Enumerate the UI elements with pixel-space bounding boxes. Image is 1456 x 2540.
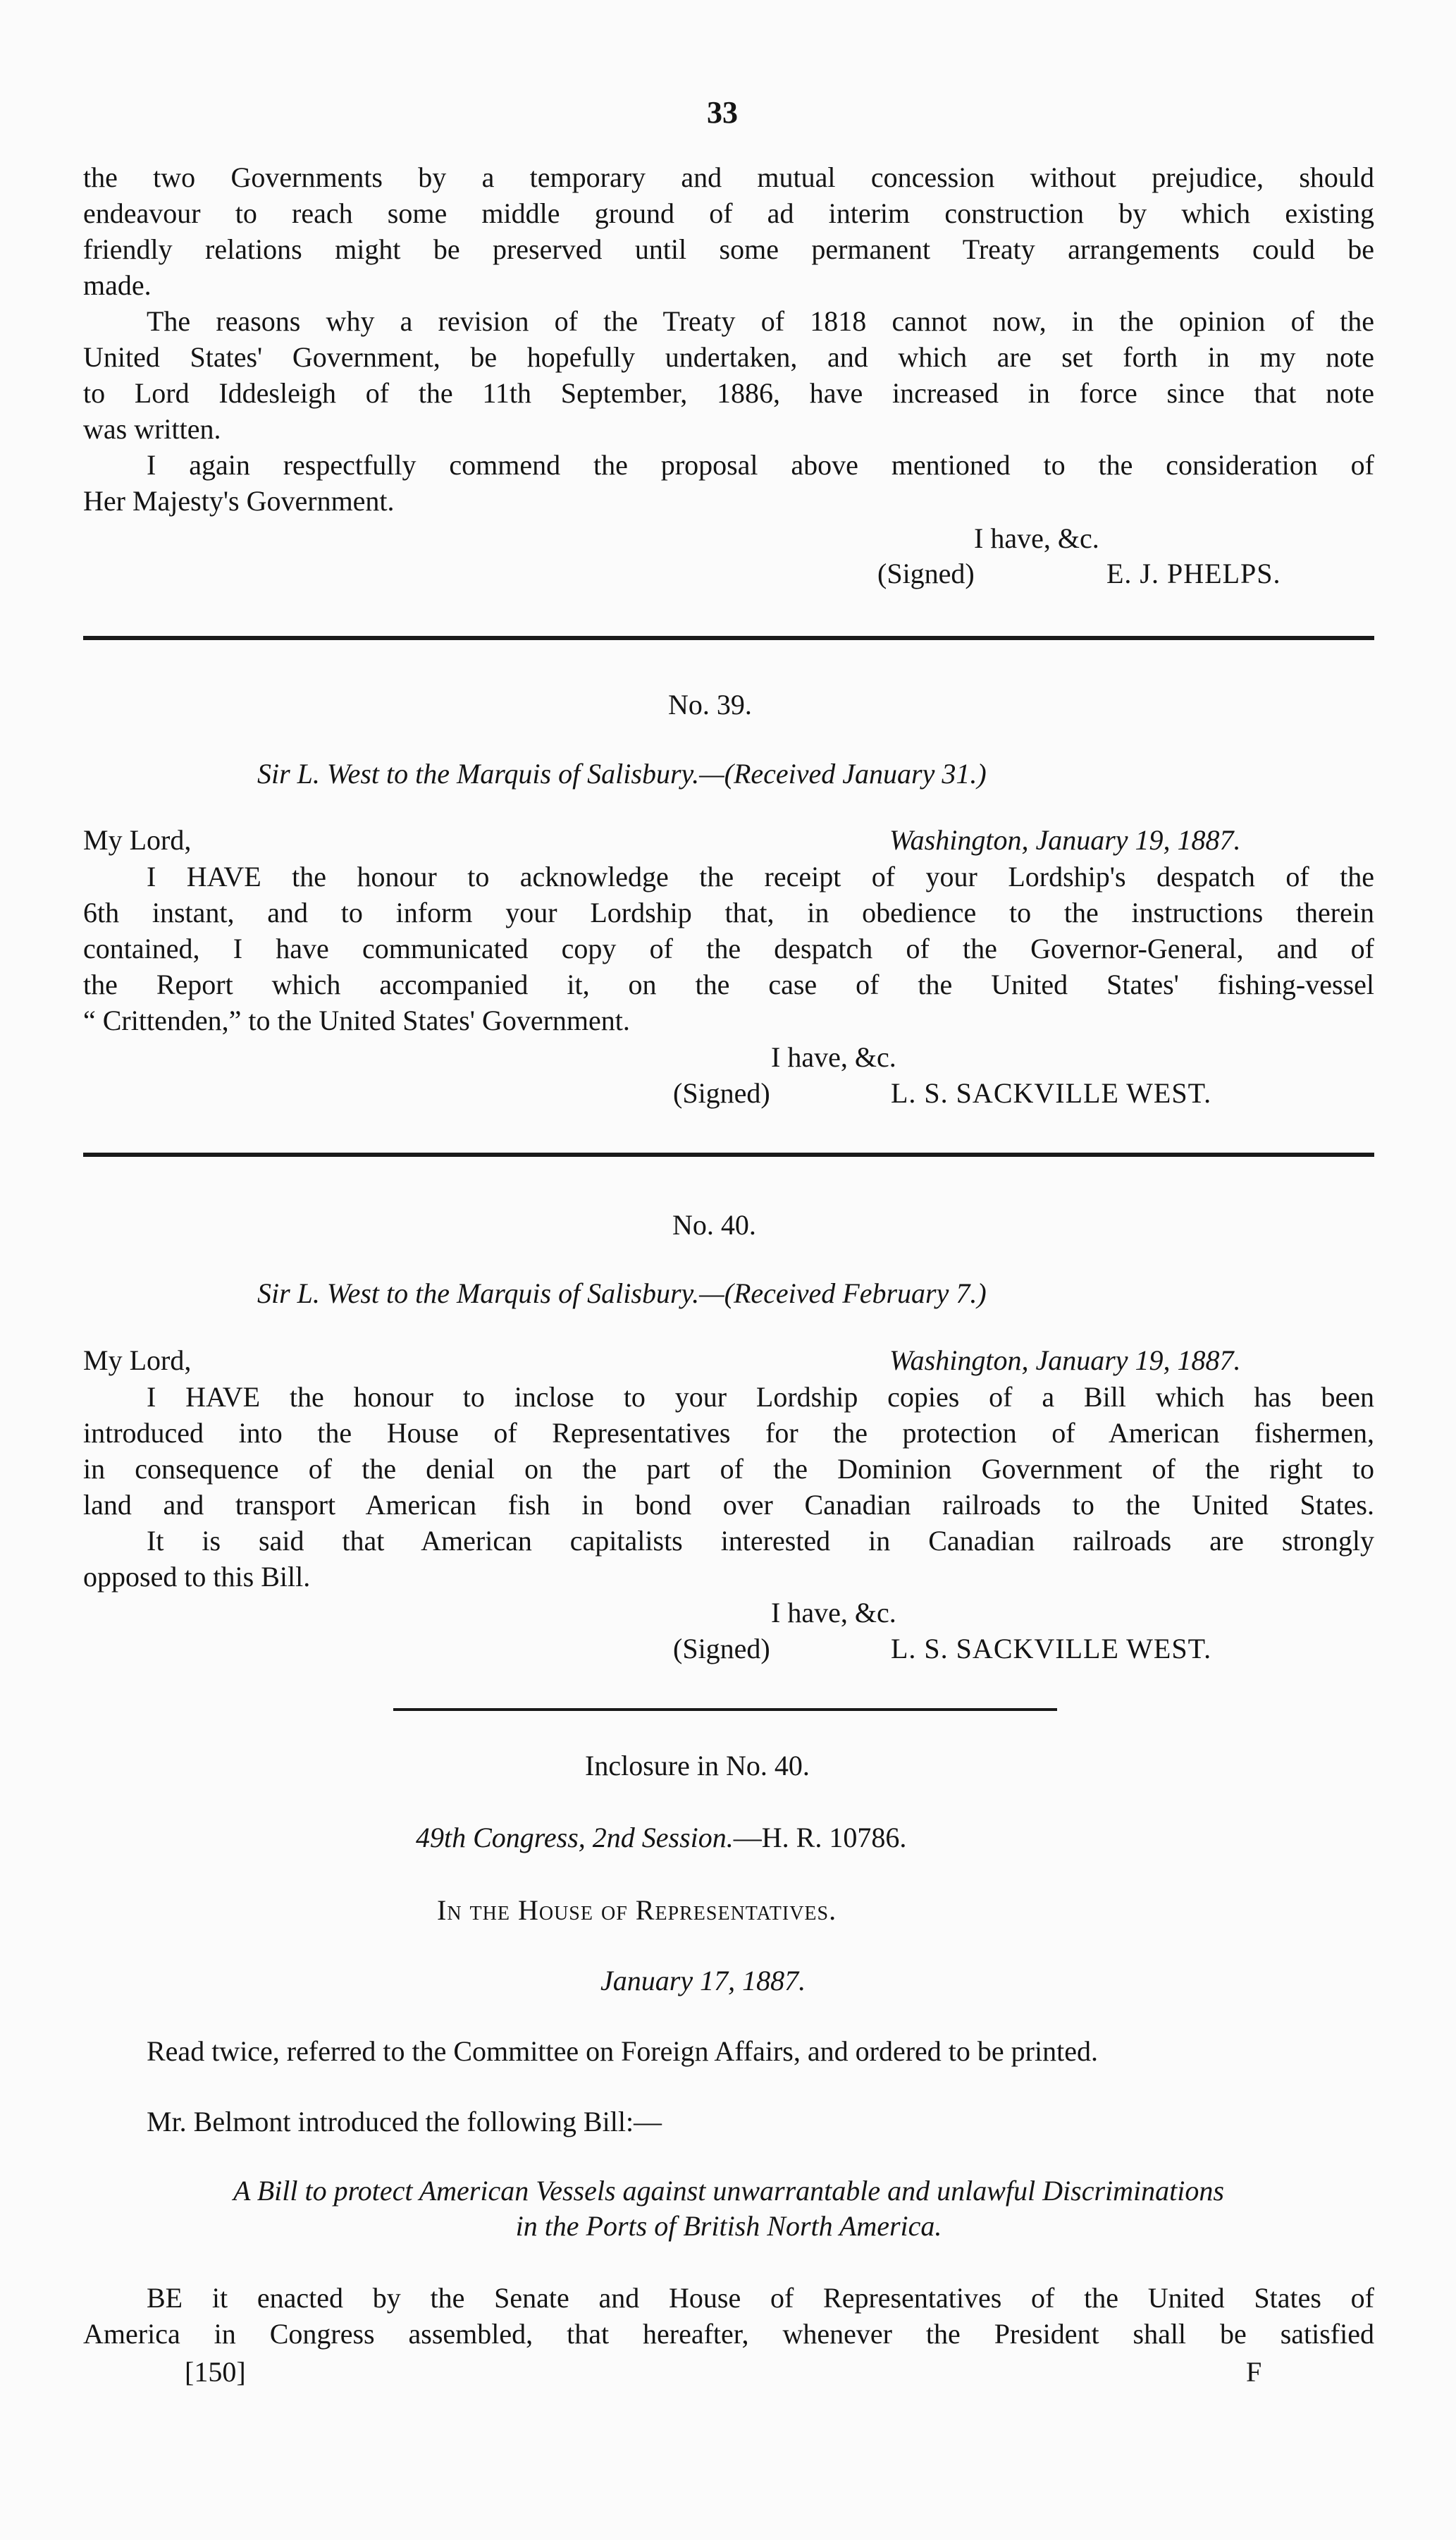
body-line: friendly relations might be preserved until some permanent Treaty arrangements could be bbox=[83, 233, 1374, 265]
document-number: No. 40. bbox=[672, 1209, 756, 1241]
body-line: was written. bbox=[83, 413, 221, 445]
signature: E. J. PHELPS. bbox=[1106, 558, 1281, 589]
signed-label: (Signed) bbox=[673, 1077, 770, 1109]
closing: I have, &c. bbox=[771, 1597, 896, 1628]
signature: L. S. SACKVILLE WEST. bbox=[891, 1077, 1212, 1109]
salutation: My Lord, bbox=[83, 1344, 192, 1376]
signed-label: (Signed) bbox=[877, 558, 975, 589]
referral-note: Read twice, referred to the Committee on Foreign Affairs, and ordered to be printed. bbox=[147, 2035, 1098, 2067]
bill-date: January 17, 1887. bbox=[600, 1965, 806, 1996]
body-line: land and transport American fish in bond over Canadian railroads to the United States. bbox=[83, 1489, 1374, 1521]
body-line: the two Governments by a temporary and mutual concession without prejudice, should bbox=[83, 161, 1374, 193]
closing: I have, &c. bbox=[974, 522, 1099, 554]
bill-title: A Bill to protect American Vessels against unwarrantable and unlawful Discriminations bbox=[233, 2175, 1224, 2207]
body-line: I again respectfully commend the proposal above mentioned to the consideration of bbox=[147, 449, 1374, 481]
place-date: Washington, January 19, 1887. bbox=[889, 824, 1241, 856]
body-line: introduced into the House of Representatives for the protection of American fishermen, bbox=[83, 1417, 1374, 1449]
body-line: I HAVE the honour to acknowledge the receipt of your Lordship's despatch of the bbox=[147, 861, 1374, 892]
enacting-clause: BE it enacted by the Senate and House of Representatives of the United States of bbox=[147, 2282, 1374, 2314]
sheet-letter: F bbox=[1246, 2356, 1262, 2388]
inclosure-title: Inclosure in No. 40. bbox=[585, 1750, 810, 1781]
body-line: opposed to this Bill. bbox=[83, 1561, 311, 1593]
introduced-note: Mr. Belmont introduced the following Bill:— bbox=[147, 2106, 662, 2137]
document-number: No. 39. bbox=[668, 689, 752, 720]
section-rule bbox=[83, 636, 1374, 640]
house-heading: In the House of Representatives. bbox=[437, 1894, 837, 1926]
bill-number: —H. R. 10786. bbox=[733, 1822, 907, 1853]
salutation: My Lord, bbox=[83, 824, 192, 856]
body-line: made. bbox=[83, 269, 152, 301]
inclosure-rule bbox=[393, 1708, 1057, 1711]
body-line: I HAVE the honour to inclose to your Lordship copies of a Bill which has been bbox=[147, 1381, 1374, 1413]
section-rule bbox=[83, 1153, 1374, 1157]
signature-mark: [150] bbox=[185, 2356, 246, 2388]
document-heading: Sir L. West to the Marquis of Salisbury.—(Received January 31.) bbox=[257, 758, 987, 790]
body-line: United States' Government, be hopefully undertaken, and which are set forth in my note bbox=[83, 341, 1374, 373]
body-line: “ Crittenden,” to the United States' Government. bbox=[83, 1005, 630, 1036]
body-line: the Report which accompanied it, on the case of the United States' fishing-vessel bbox=[83, 969, 1374, 1000]
signed-label: (Signed) bbox=[673, 1633, 770, 1664]
congress-session: 49th Congress, 2nd Session. bbox=[416, 1822, 734, 1853]
closing: I have, &c. bbox=[771, 1041, 896, 1073]
signature: L. S. SACKVILLE WEST. bbox=[891, 1633, 1212, 1664]
body-line: It is said that American capitalists interested in Canadian railroads are strongly bbox=[147, 1525, 1374, 1557]
body-line: 6th instant, and to inform your Lordship that, in obedience to the instructions therein bbox=[83, 897, 1374, 928]
body-line: contained, I have communicated copy of the despatch of the Governor-General, and of bbox=[83, 933, 1374, 964]
document-heading: Sir L. West to the Marquis of Salisbury.—(Received February 7.) bbox=[257, 1277, 987, 1309]
page-number: 33 bbox=[707, 95, 738, 130]
place-date: Washington, January 19, 1887. bbox=[889, 1344, 1241, 1376]
body-line: to Lord Iddesleigh of the 11th September, 1886, have increased in force since that note bbox=[83, 377, 1374, 409]
body-line: endeavour to reach some middle ground of ad interim construction by which existing bbox=[83, 197, 1374, 229]
body-line: in consequence of the denial on the part of the Dominion Government of the right to bbox=[83, 1453, 1374, 1485]
body-line: The reasons why a revision of the Treaty of 1818 cannot now, in the opinion of the bbox=[147, 305, 1374, 337]
bill-title: in the Ports of British North America. bbox=[515, 2210, 942, 2242]
enacting-clause: America in Congress assembled, that hereafter, whenever the President shall be satisfied bbox=[83, 2318, 1374, 2350]
body-line: Her Majesty's Government. bbox=[83, 485, 395, 517]
